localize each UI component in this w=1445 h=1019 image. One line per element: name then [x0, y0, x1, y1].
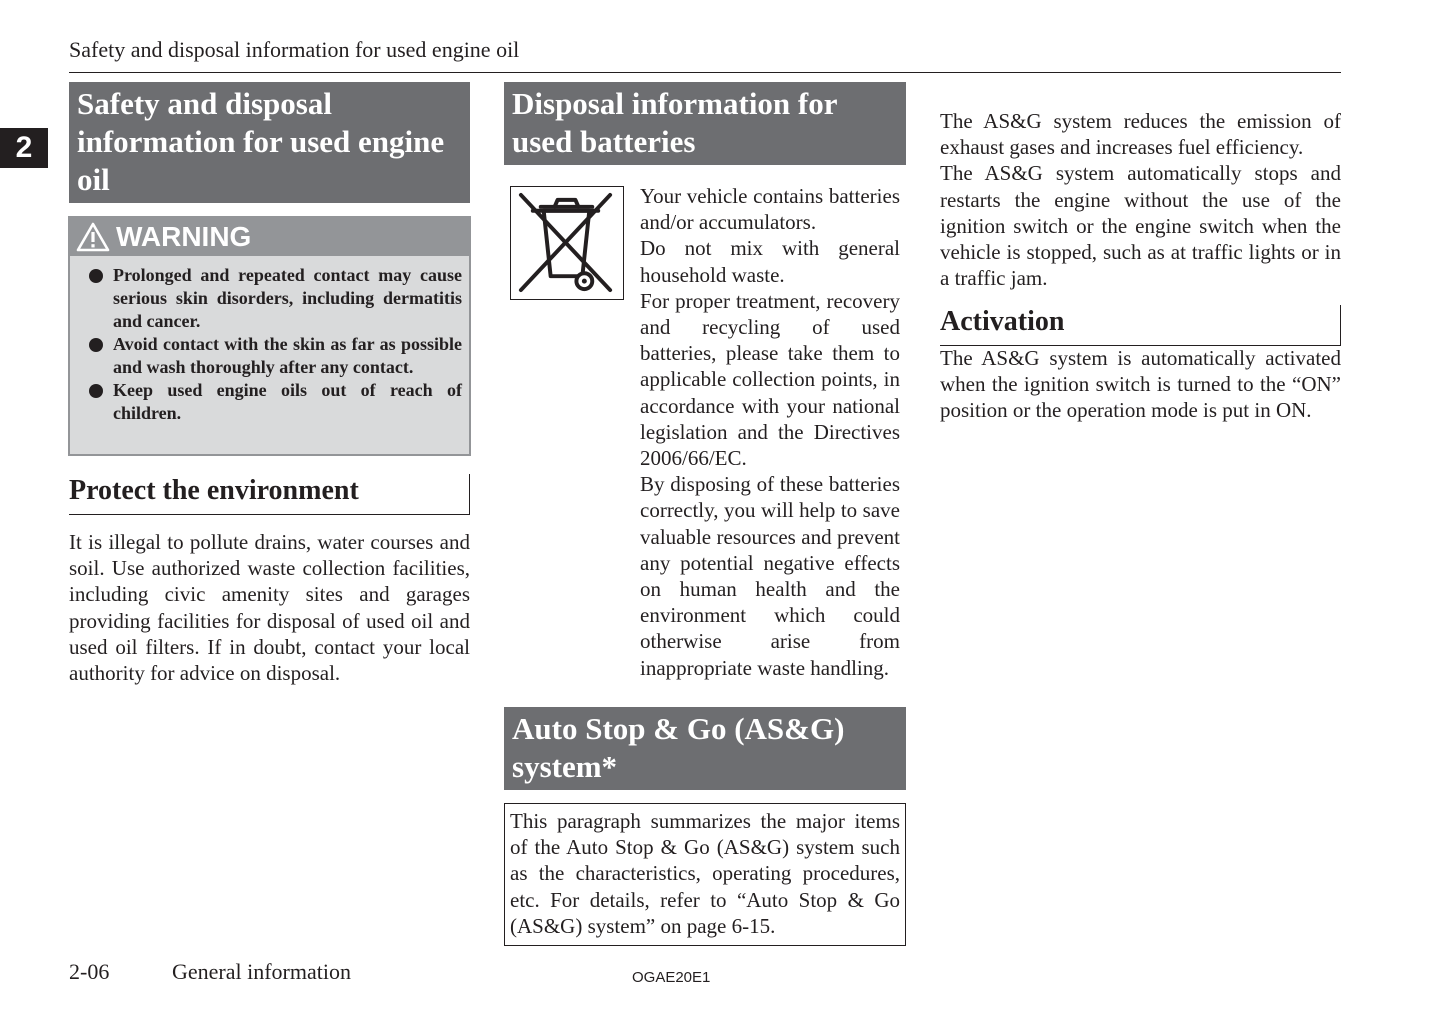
section-title-batteries: Disposal information for used batteries — [504, 82, 906, 165]
batteries-paragraph: Do not mix with general household waste. — [640, 236, 900, 287]
batteries-paragraph: By disposing of these batteries correctly, you will help to save valuable resources and prevent any potential negative effects on human health and the environment which could otherwise arise from inappropriate waste handling. — [640, 472, 900, 680]
batteries-paragraph: Your vehicle contains batteries and/or accumulators. — [640, 184, 900, 235]
warning-item: Avoid contact with the skin as far as possible and wash thoroughly after any contact. — [74, 333, 462, 379]
asg-intro-text — [940, 108, 1341, 291]
batteries-text — [640, 183, 900, 681]
warning-list — [70, 256, 469, 425]
section-title-engine-oil: Safety and disposal information for used engine oil — [69, 82, 470, 203]
summary-box — [504, 803, 906, 946]
warning-label: WARNING — [116, 221, 252, 252]
warning-header — [70, 218, 469, 256]
asg-paragraph: The AS&G system reduces the emission of exhaust gases and increases fuel efficiency. — [940, 109, 1341, 160]
protect-environment-text: It is illegal to pollute drains, water courses and soil. Use authorized waste collection facilities, including civic amenity sites and garages providing facilities for disposal of used oil and used oil filters. If in doubt, contact your local authority for advice on disposal. — [69, 530, 470, 686]
bullet-icon — [89, 269, 103, 283]
subheading-activation: Activation — [940, 305, 1341, 346]
summary-text: This paragraph summarizes the major items of the Auto Stop & Go (AS&G) system such as the characteristics, operating procedures, etc. For details, refer to “Auto Stop & Go (AS&G) system” on page 6-15. — [510, 809, 900, 938]
footer-section: General information — [172, 959, 351, 984]
warning-item: Keep used engine oils out of reach of children. — [74, 379, 462, 425]
running-title: Safety and disposal information for used engine oil — [69, 37, 520, 62]
header-rule — [69, 72, 1341, 73]
bullet-icon — [89, 338, 103, 352]
batteries-paragraph: For proper treatment, recovery and recycling of used batteries, please take them to applicable collection points, in accordance with your national legislation and the Directives 2006/66/EC. — [640, 288, 900, 471]
asg-paragraph: The AS&G system automatically stops and restarts the engine without the use of the ignition switch or the engine switch when the vehicle is stopped, such as at traffic lights or in a traffic jam. — [940, 161, 1341, 291]
bullet-icon — [89, 384, 103, 398]
warning-box — [68, 216, 471, 456]
document-code: OGAE20E1 — [632, 969, 711, 986]
page-number: 2-06 — [69, 959, 110, 984]
activation-text: The AS&G system is automatically activated when the ignition switch is turned to the “ON” position or the operation mode is put in ON. — [940, 346, 1341, 423]
chapter-tab: 2 — [0, 128, 48, 168]
warning-item: Prolonged and repeated contact may cause serious skin disorders, including dermatitis and cancer. — [74, 264, 462, 333]
crossed-out-wheelie-bin-icon — [510, 186, 624, 300]
warning-triangle-icon — [76, 222, 110, 252]
subheading-protect-environment: Protect the environment — [69, 474, 470, 515]
section-title-asg: Auto Stop & Go (AS&G) system* — [504, 707, 906, 790]
